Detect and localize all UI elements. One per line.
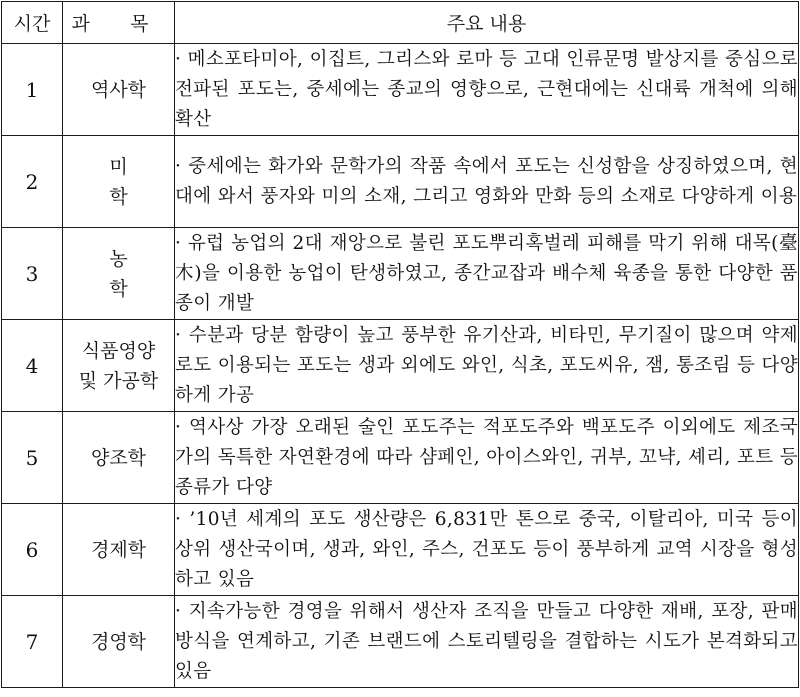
row-time: 1 — [2, 44, 63, 136]
row-time: 6 — [2, 504, 63, 596]
header-content: 주요 내용 — [175, 2, 799, 44]
table-row — [2, 596, 799, 688]
row-subject-line: 미 학 — [109, 155, 155, 208]
row-subject-line: 농 학 — [109, 247, 155, 300]
table-row — [2, 412, 799, 504]
table-row — [2, 44, 799, 136]
table-row — [2, 320, 799, 412]
row-content: · 중세에는 화가와 문학가의 작품 속에서 포도는 신성함을 상징하였으며, 현대에 와서 풍자와 미의 소재, 그리고 영화와 만화 등의 소재로 다양하게 이용 — [175, 136, 799, 228]
header-subject: 과 목 — [63, 2, 175, 44]
row-time: 7 — [2, 596, 63, 688]
row-subject-line: 역사학 — [90, 78, 147, 101]
row-subject — [63, 320, 175, 412]
header-time: 시간 — [2, 2, 63, 44]
row-content: · ’10년 세계의 포도 생산량은 6,831만 톤으로 중국, 이탈리아, 미국 등이 상위 생산국이며, 생과, 와인, 주스, 건포도 등이 풍부하게 교역 시장을 형성하고 있음 — [175, 504, 799, 596]
row-subject-line: 양조학 — [90, 446, 147, 469]
row-time: 3 — [2, 228, 63, 320]
table-row — [2, 228, 799, 320]
curriculum-table — [1, 1, 799, 688]
table-row — [2, 504, 799, 596]
row-time: 5 — [2, 412, 63, 504]
row-subject-line: 경제학 — [90, 538, 147, 561]
row-content: · 역사상 가장 오래된 술인 포도주는 적포도주와 백포도주 이외에도 제조국가의 독특한 자연환경에 따라 샴페인, 아이스와인, 귀부, 꼬냑, 셰리, 포트 등 종류가 다양 — [175, 412, 799, 504]
row-subject-line: 경영학 — [90, 630, 147, 653]
table-row — [2, 136, 799, 228]
row-subject — [63, 596, 175, 688]
row-subject-line: 및 가공학 — [78, 369, 159, 392]
row-content: · 수분과 당분 함량이 높고 풍부한 유기산과, 비타민, 무기질이 많으며 약제로도 이용되는 포도는 생과 외에도 와인, 식초, 포도씨유, 잼, 통조림 등 다양하게 가공 — [175, 320, 799, 412]
row-subject — [63, 44, 175, 136]
row-content: · 메소포타미아, 이집트, 그리스와 로마 등 고대 인류문명 발상지를 중심으로 전파된 포도는, 중세에는 종교의 영향으로, 근현대에는 신대륙 개척에 의해 확산 — [175, 44, 799, 136]
table-header-row — [2, 2, 799, 44]
row-subject — [63, 412, 175, 504]
row-content: · 지속가능한 경영을 위해서 생산자 조직을 만들고 다양한 재배, 포장, 판매 방식을 연계하고, 기존 브랜드에 스토리텔링을 결합하는 시도가 본격화되고 있음 — [175, 596, 799, 688]
row-content: · 유럽 농업의 2대 재앙으로 불린 포도뿌리혹벌레 피해를 막기 위해 대목(臺木)을 이용한 농업이 탄생하였고, 종간교잡과 배수체 육종을 통한 다양한 품종이 개발 — [175, 228, 799, 320]
row-subject — [63, 136, 175, 228]
row-subject-line: 식품영양 — [81, 339, 156, 362]
row-subject — [63, 504, 175, 596]
row-subject — [63, 228, 175, 320]
row-time: 2 — [2, 136, 63, 228]
row-time: 4 — [2, 320, 63, 412]
